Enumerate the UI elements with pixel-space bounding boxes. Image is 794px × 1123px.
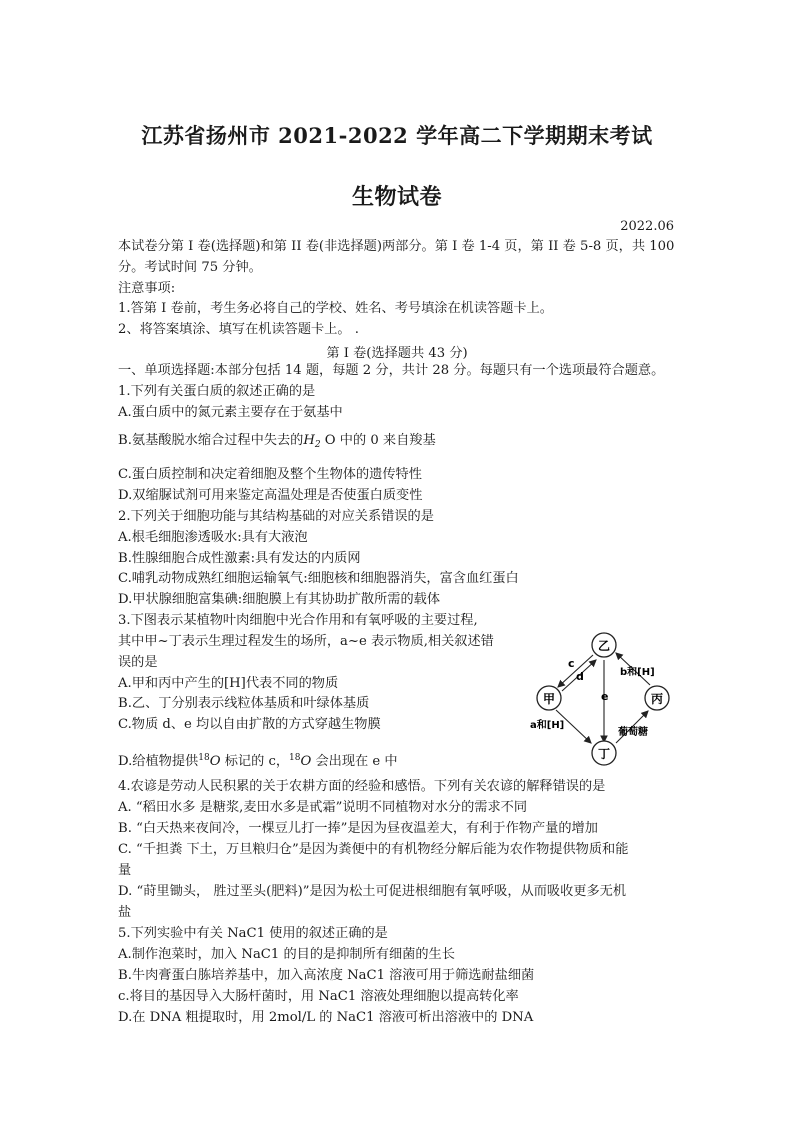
q1-stem: 1.下列有关蛋白质的叙述正确的是 xyxy=(118,384,316,399)
section-instruction: 一、单项选择题:本部分包括 14 题，每题 2 分，共计 28 分。每题只有一个选项最符合题意。 xyxy=(118,363,665,378)
section-title: 第 I 卷(选择题共 43 分) xyxy=(326,346,468,361)
q3-stem-2: 其中甲~丁表示生理过程发生的场所，a~e 表示物质,相关叙述错 xyxy=(118,634,494,649)
q2-option-a: A.根毛细胞渗透吸水:具有大液泡 xyxy=(118,530,308,545)
q1-option-a: A.蛋白质中的氮元素主要存在于氨基中 xyxy=(118,405,343,420)
q2-option-d: D.甲状腺细胞富集碘:细胞膜上有其协助扩散所需的载体 xyxy=(118,592,441,607)
node-yi: 乙 xyxy=(597,639,611,653)
q4-option-d-2: 盐 xyxy=(118,905,132,920)
q3-option-a: A.甲和丙中产生的[H]代表不同的物质 xyxy=(118,676,339,691)
q3-option-d-sup1: 18 xyxy=(198,753,210,763)
exam-title: 江苏省扬州市 2021-2022 学年高二下学期期末考试 xyxy=(141,123,653,148)
label-d: d xyxy=(576,670,584,683)
notice-title: 注意事项: xyxy=(118,281,176,296)
label-c: c xyxy=(568,657,575,670)
q4-option-a: A. “稻田水多 是糖浆,麦田水多是甙霜”说明不同植物对水分的需求不同 xyxy=(118,800,528,815)
notice-1: 1.答第 I 卷前，考生务必将自己的学校、姓名、考号填涂在机读答题卡上。 xyxy=(118,301,553,316)
q2-option-b: B.性腺细胞合成性激素:具有发达的内质网 xyxy=(118,551,361,566)
node-jia: 甲 xyxy=(542,692,556,706)
q3-option-d-mid: 标记的 c， xyxy=(220,754,290,769)
label-b-h: b和[H] xyxy=(620,667,655,678)
label-a-h: a和[H] xyxy=(530,720,565,731)
exam-date: 2022.06 xyxy=(620,219,674,234)
intro-line-2: 分。考试时间 75 分钟。 xyxy=(118,260,262,275)
q3-option-d-sup2: 18 xyxy=(289,753,301,763)
q4-option-c-1: C. “千担粪 下土，万旦粮归仓”是因为粪便中的有机物经分解后能为农作物提供物质和能 xyxy=(118,842,629,857)
q3-stem-1: 3.下图表示某植物叶肉细胞中光合作用和有氧呼吸的主要过程, xyxy=(118,613,478,628)
q2-option-c: C.哺乳动物成熟红细胞运输氧气:细胞核和细胞器消失，富含血红蛋白 xyxy=(118,571,519,586)
q1-option-b xyxy=(118,432,436,454)
label-e: e xyxy=(601,690,609,703)
q3-option-d-post: 会出现在 e 中 xyxy=(311,754,398,769)
q4-option-c-2: 量 xyxy=(118,863,132,878)
q3-option-b: B.乙、丁分别表示线粒体基质和叶绿体基质 xyxy=(118,696,370,711)
q3-option-d-o1: O xyxy=(209,754,221,769)
q1-option-b-h: H xyxy=(303,433,315,448)
q1-option-b-sub: 2 xyxy=(314,440,321,450)
notice-2: 2、将答案填涂、填写在机读答题卡上。 . xyxy=(118,322,359,337)
q3-option-c: C.物质 d、e 均以自由扩散的方式穿越生物膜 xyxy=(118,717,381,732)
q5-option-c: c.将目的基因导入大肠杆菌时，用 NaC1 溶液处理细胞以提高转化率 xyxy=(118,989,519,1004)
q3-stem-3: 误的是 xyxy=(118,655,158,670)
q3-option-d xyxy=(118,749,398,771)
q1-option-b-post: O 中的 0 来自羧基 xyxy=(320,433,436,448)
q4-option-b: B. “白天热来夜间冷，一棵豆儿打一捧”是因为昼夜温差大，有利于作物产量的增加 xyxy=(118,821,598,836)
node-bing: 丙 xyxy=(650,692,664,706)
exam-subtitle: 生物试卷 xyxy=(351,184,442,210)
q1-option-b-pre: B.氨基酸脱水缩合过程中失去的 xyxy=(118,433,304,448)
q2-stem: 2.下列关于细胞功能与其结构基础的对应关系错误的是 xyxy=(118,509,434,524)
q4-stem: 4.农谚是劳动人民积累的关于农耕方面的经验和感悟。下列有关农谚的解释错误的是 xyxy=(118,779,606,794)
q5-stem: 5.下列实验中有关 NaC1 使用的叙述正确的是 xyxy=(118,926,388,941)
intro-line-1: 本试卷分第 I 卷(选择题)和第 II 卷(非选择题)两部分。第 I 卷 1-4 页，第 II 卷 5-8 页，共 100 xyxy=(118,239,675,254)
q5-option-d: D.在 DNA 粗提取时，用 2mol/L 的 NaC1 溶液可析出溶液中的 DNA xyxy=(118,1010,534,1025)
q3-option-d-pre: D.给植物提供 xyxy=(118,754,199,769)
q4-option-d-1: D. “莳里锄头， 胜过垩头(肥料)”是因为松土可促进根细胞有氧呼吸，从而吸收更多无机 xyxy=(118,884,627,899)
node-ding: 丁 xyxy=(597,747,611,761)
label-glucose: 葡萄糖 xyxy=(618,727,648,738)
q5-option-a: A.制作泡菜时，加入 NaC1 的目的是抑制所有细菌的生长 xyxy=(118,947,455,962)
q1-option-d: D.双缩脲试剂可用来鉴定高温处理是否使蛋白质变性 xyxy=(118,488,423,503)
q1-option-c: C.蛋白质控制和决定着细胞及整个生物体的遗传特性 xyxy=(118,467,422,482)
q3-option-d-o2: O xyxy=(300,754,312,769)
q5-option-b: B.牛肉膏蛋白胨培养基中，加入高浓度 NaC1 溶液可用于筛选耐盐细菌 xyxy=(118,968,535,983)
q3-process-diagram xyxy=(530,625,680,770)
